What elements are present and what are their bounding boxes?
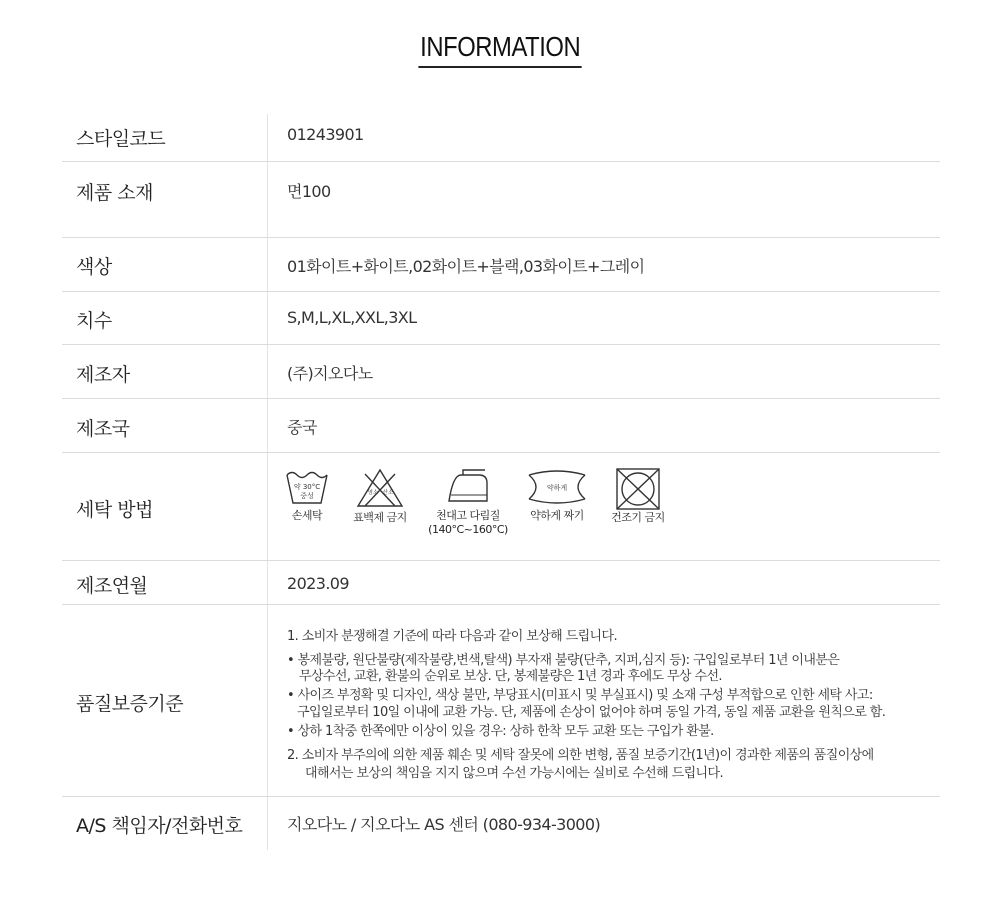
care-item-gentle-wring (522, 467, 592, 523)
label-washing-method: 세탁 방법 (76, 499, 153, 521)
label-after-service: A/S 책임자/전화번호 (76, 815, 243, 837)
value-style-code: 01243901 (287, 125, 364, 144)
label-style-code: 스타일코드 (76, 128, 166, 150)
row-washing-method (62, 453, 940, 561)
quality-line: • 상하 1착중 한쪽에만 이상이 있을 경우: 상하 한착 모두 교환 또는 구입가 환불. (287, 724, 714, 739)
row-style-code (62, 108, 940, 162)
value-manufacture-date: 2023.09 (287, 574, 349, 593)
label-size: 치수 (76, 310, 112, 332)
svg-text:약 30°C: 약 30°C (293, 483, 321, 491)
column-divider (267, 453, 268, 560)
label-manufacture-date: 제조연월 (76, 575, 148, 597)
svg-text:중성: 중성 (300, 492, 314, 500)
quality-line: 1. 소비자 분쟁해결 기준에 따라 다음과 같이 보상해 드립니다. (287, 629, 617, 644)
svg-text:산소: 산소 (382, 490, 394, 496)
no-tumble-dry-icon (615, 467, 661, 511)
value-country: 중국 (287, 418, 317, 437)
label-manufacturer: 제조자 (76, 364, 130, 386)
value-material: 면100 (287, 182, 331, 201)
row-material (62, 162, 940, 238)
label-color: 색상 (76, 256, 112, 278)
column-divider (267, 292, 268, 344)
care-item-no-bleach (350, 467, 410, 525)
no-bleach-icon (355, 467, 405, 509)
care-caption: 손세탁 (291, 509, 323, 522)
column-divider (267, 238, 268, 291)
care-item-no-tumble-dry (608, 467, 668, 525)
column-divider (267, 162, 268, 237)
value-color: 01화이트+화이트,02화이트+블랙,03화이트+그레이 (287, 257, 645, 276)
label-material: 제품 소재 (76, 182, 153, 204)
label-country: 제조국 (76, 418, 130, 440)
svg-text:약하게: 약하게 (546, 484, 568, 492)
row-color (62, 238, 940, 292)
hand-wash-icon (285, 467, 329, 507)
svg-text:염소: 염소 (367, 490, 379, 496)
quality-line: • 사이즈 부정확 및 디자인, 색상 불만, 부당표시(미표시 및 부실표시) 및 소재 구성 부적합으로 인한 세탁 사고: (287, 688, 873, 703)
column-divider (267, 605, 268, 796)
quality-line: 대해서는 보상의 책임을 지지 않으며 수선 가능시에는 실비로 수선해 드립니다. (305, 766, 723, 781)
quality-line: 무상수선, 교환, 환불의 순위로 보상. 단, 봉제불량은 1년 경과 후에도 무상 수선. (299, 669, 722, 684)
quality-line: • 봉제불량, 원단불량(제작불량,변색,탈색) 부자재 불량(단추, 지퍼,심지 등): 구입일로부터 1년 이내분은 (287, 653, 840, 668)
value-size: S,M,L,XL,XXL,3XL (287, 308, 417, 327)
column-divider (267, 561, 268, 604)
quality-line: 2. 소비자 부주의에 의한 제품 훼손 및 세탁 잘못에 의한 변형, 품질 보증기간(1년)이 경과한 제품의 품질이상에 (287, 748, 874, 763)
iron-icon (445, 467, 491, 507)
label-quality-guarantee: 품질보증기준 (76, 693, 184, 715)
row-after-service (62, 797, 940, 850)
row-size (62, 292, 940, 345)
care-caption-temperature: (140°C~160°C) (428, 523, 508, 536)
column-divider (267, 345, 268, 398)
quality-line: 구입일로부터 10일 이내에 교환 가능. 단, 제품에 손상이 없어야 하며 동일 가격, 동일 제품 교환을 원칙으로 함. (297, 705, 886, 720)
column-divider (267, 797, 268, 850)
row-manufacturer (62, 345, 940, 399)
page-title: INFORMATION (0, 30, 1000, 68)
value-after-service: 지오다노 / 지오다노 AS 센터 (080-934-3000) (287, 815, 601, 834)
care-caption: 건조기 금지 (611, 511, 665, 524)
care-item-hand-wash (282, 467, 332, 523)
row-country (62, 399, 940, 453)
care-item-iron (428, 467, 508, 537)
row-manufacture-date (62, 561, 940, 605)
column-divider (267, 114, 268, 161)
column-divider (267, 399, 268, 452)
care-caption: 약하게 짜기 (530, 509, 584, 522)
row-quality-guarantee (62, 605, 940, 797)
gentle-wring-icon (527, 467, 587, 507)
care-symbols (282, 467, 702, 557)
care-caption: 표백제 금지 (353, 511, 407, 524)
value-manufacturer: (주)지오다노 (287, 364, 373, 383)
care-caption: 천대고 다림질 (436, 509, 500, 522)
